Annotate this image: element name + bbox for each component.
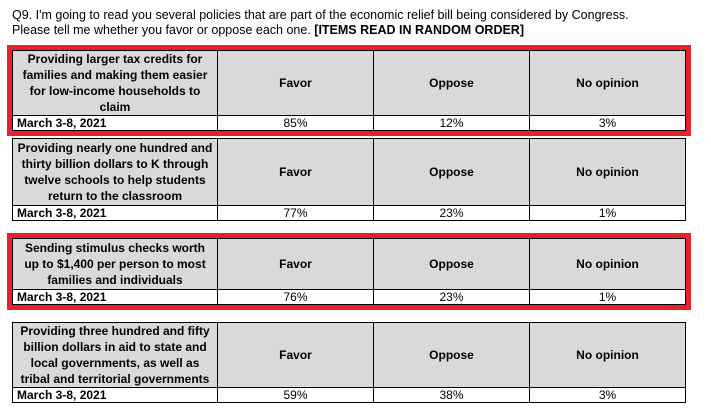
no-opinion-value: 1%: [530, 206, 686, 221]
favor-value: 59%: [218, 388, 374, 403]
question-note: [ITEMS READ IN RANDOM ORDER]: [314, 23, 524, 37]
policy-table-4: [12, 322, 686, 403]
no-opinion-value: 3%: [530, 116, 686, 131]
no-opinion-header: No opinion: [530, 51, 686, 116]
policy-block-2: [12, 138, 686, 221]
policy-label: Sending stimulus checks worth up to $1,400 per person to most families and individuals: [13, 239, 218, 290]
policy-block-1: [12, 50, 686, 131]
survey-date: March 3-8, 2021: [13, 290, 218, 305]
oppose-header: Oppose: [374, 51, 530, 116]
policy-table-2: [12, 138, 686, 221]
question-line2: Please tell me whether you favor or oppose each one.: [12, 23, 311, 37]
no-opinion-value: 1%: [530, 290, 686, 305]
survey-date: March 3-8, 2021: [13, 116, 218, 131]
policy-label: Providing nearly one hundred and thirty billion dollars to K through twelve schools to help students return to the classroom: [13, 139, 218, 206]
favor-header: Favor: [218, 51, 374, 116]
oppose-value: 38%: [374, 388, 530, 403]
no-opinion-value: 3%: [530, 388, 686, 403]
oppose-value: 23%: [374, 290, 530, 305]
no-opinion-header: No opinion: [530, 323, 686, 388]
favor-value: 85%: [218, 116, 374, 131]
favor-value: 76%: [218, 290, 374, 305]
oppose-value: 12%: [374, 116, 530, 131]
policy-table-1: [12, 50, 686, 131]
favor-header: Favor: [218, 139, 374, 206]
survey-date: March 3-8, 2021: [13, 206, 218, 221]
favor-header: Favor: [218, 323, 374, 388]
policy-table-3: [12, 238, 686, 305]
policy-label: Providing larger tax credits for families and making them easier for low-income households to claim: [13, 51, 218, 116]
oppose-header: Oppose: [374, 239, 530, 290]
oppose-header: Oppose: [374, 323, 530, 388]
favor-value: 77%: [218, 206, 374, 221]
policy-label: Providing three hundred and fifty billion dollars in aid to state and local governments, as well as tribal and territorial governments: [13, 323, 218, 388]
no-opinion-header: No opinion: [530, 139, 686, 206]
oppose-value: 23%: [374, 206, 530, 221]
no-opinion-header: No opinion: [530, 239, 686, 290]
policy-block-4: [12, 322, 686, 403]
question-text: [12, 8, 702, 38]
favor-header: Favor: [218, 239, 374, 290]
question-line1: Q9. I'm going to read you several policies that are part of the economic relief bill being considered by Congress.: [12, 8, 629, 22]
oppose-header: Oppose: [374, 139, 530, 206]
policy-block-3: [12, 238, 686, 305]
survey-date: March 3-8, 2021: [13, 388, 218, 403]
